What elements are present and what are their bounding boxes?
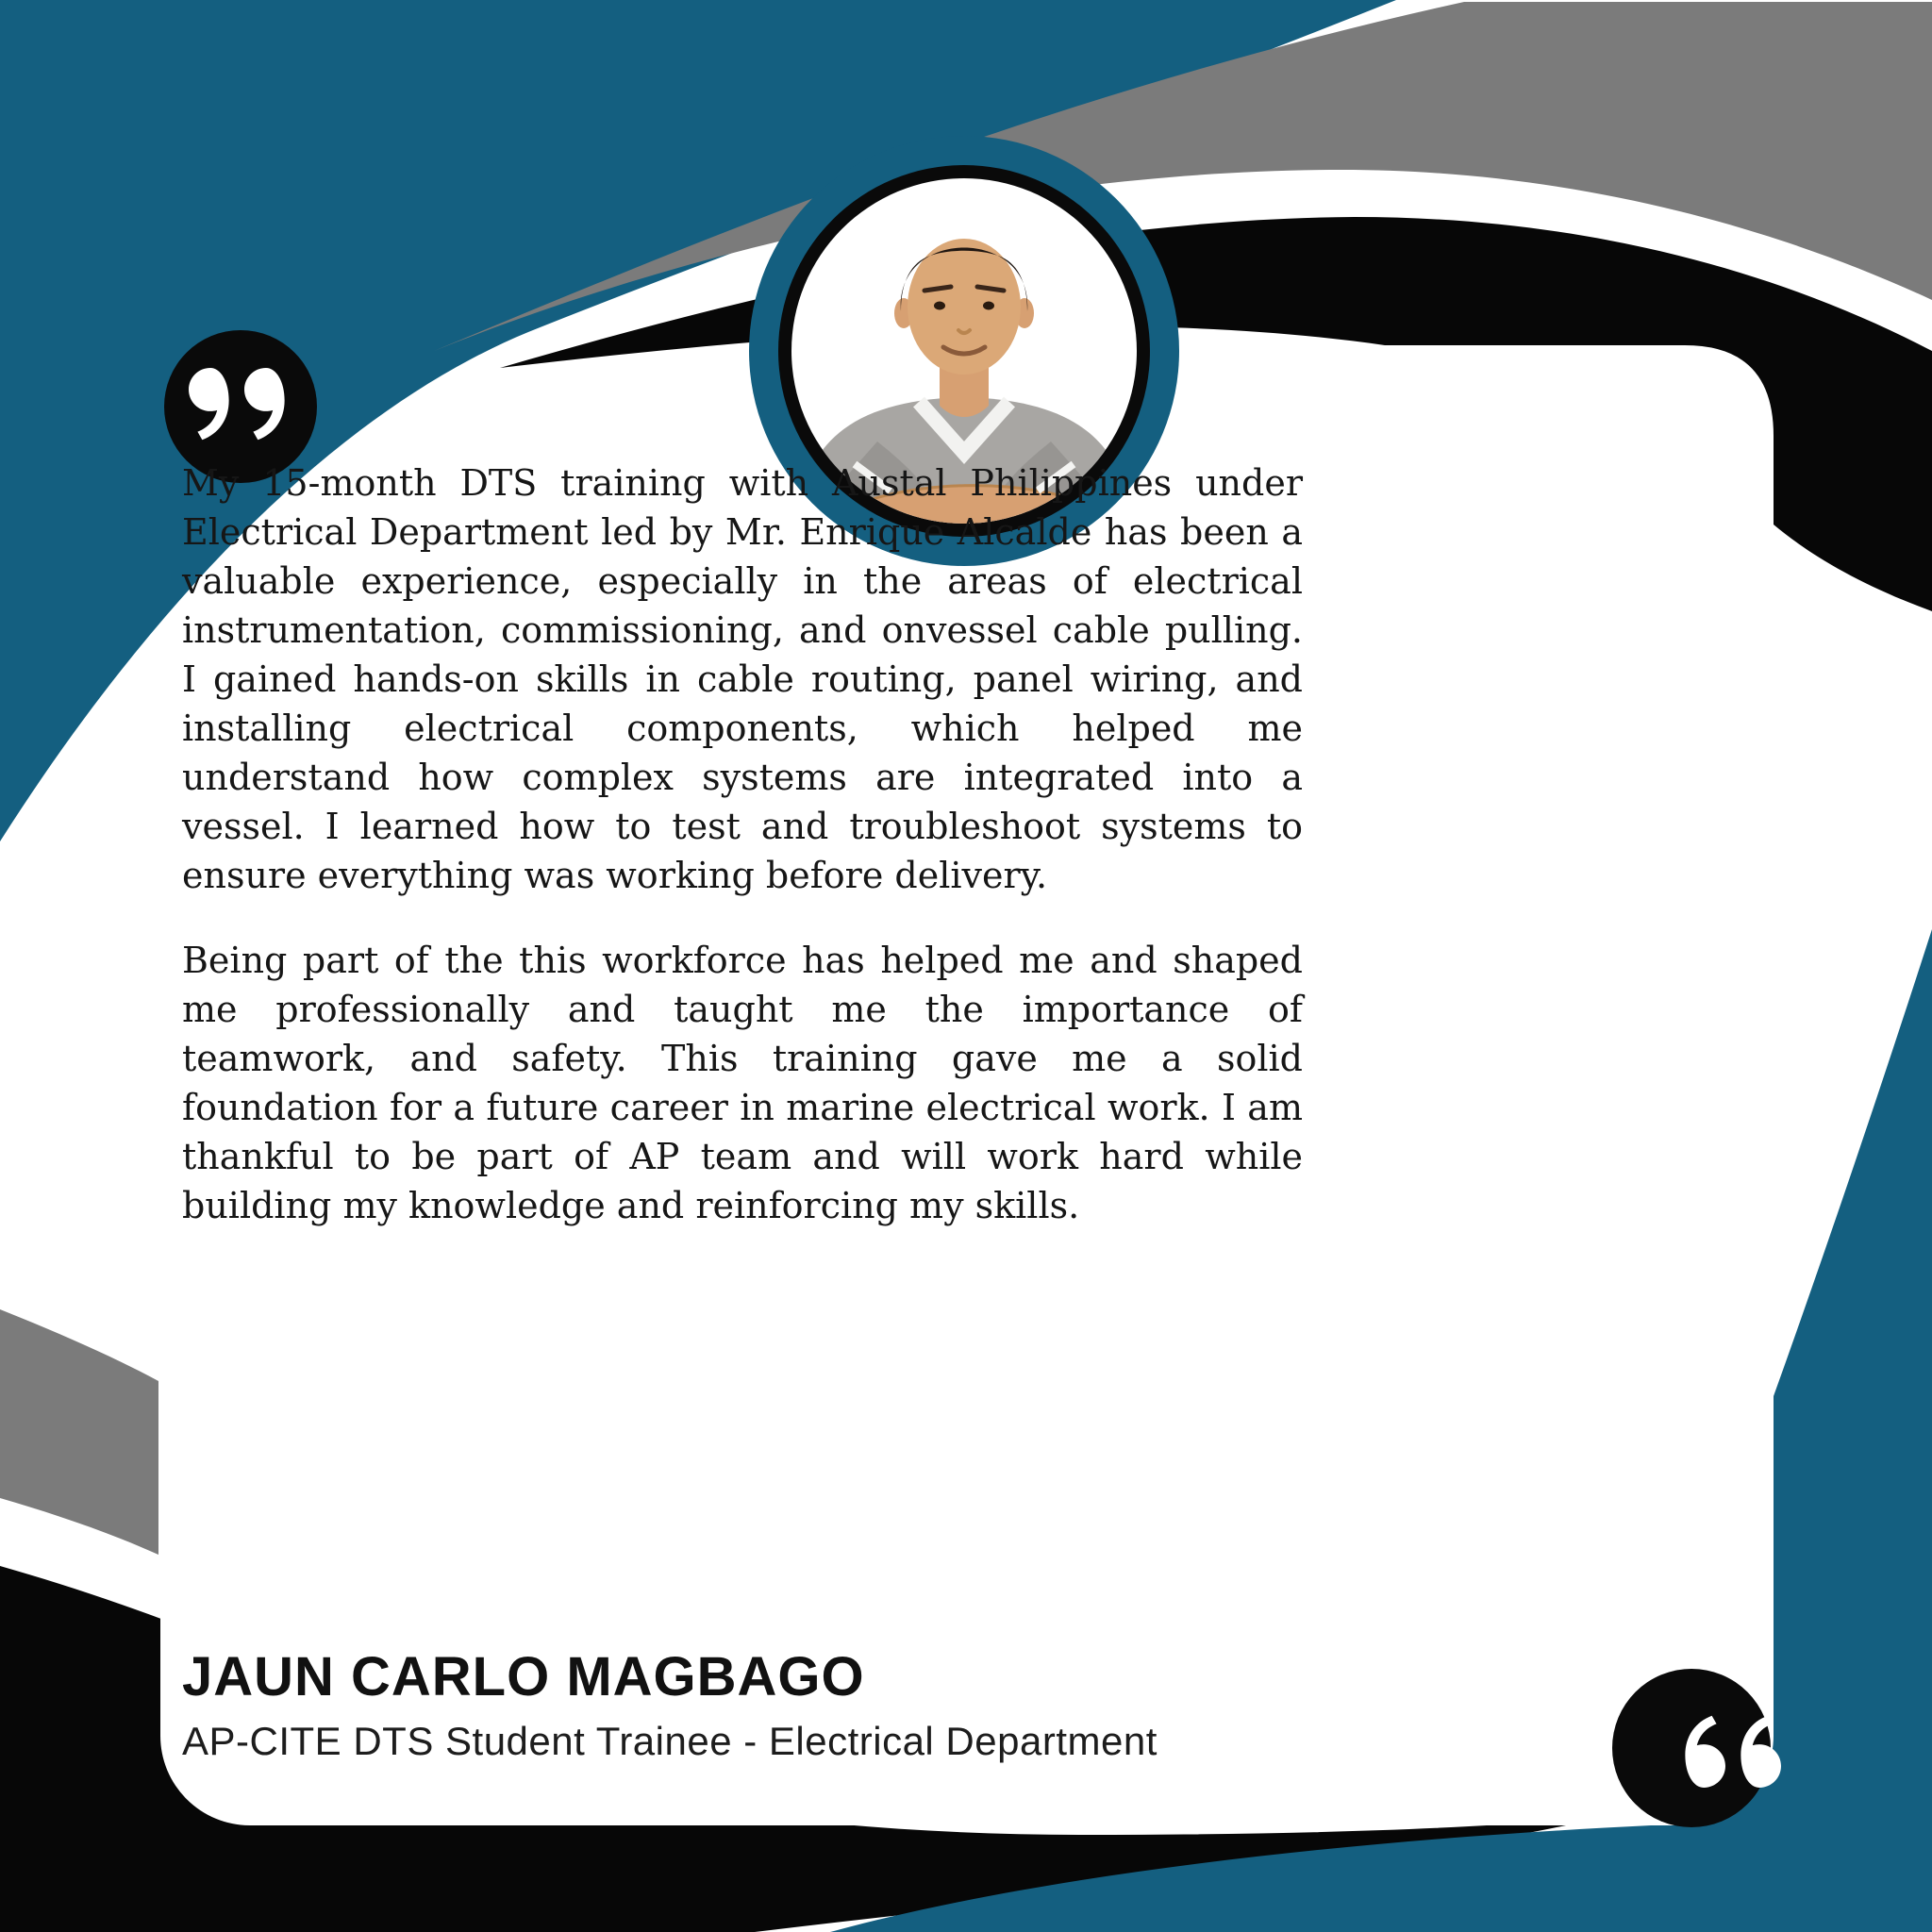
testimonial-paragraph-2: Being part of the this workforce has helped me and shaped me professionally and taught me the importance of teamwork, and safety. This training gave me a solid foundation for a future career in marine electrical work. I am thankful to be part of AP team and will work hard while building my knowledge and reinforcing my skills. [182, 940, 1303, 1226]
author-title: AP-CITE DTS Student Trainee - Electrical Department [182, 1719, 1158, 1763]
left-eye [934, 302, 945, 310]
right-eye [983, 302, 994, 310]
testimonial-paragraph-1: My 15-month DTS training with Austal Philippines under Electrical Department led by Mr. Enrique Alcalde has been a valuable experience, especially in the areas of electrical instrumentation, commissioning, and onvessel cable pulling. I gained hands-on skills in cable routing, panel wiring, and installing electrical components, which helped me understand how complex systems are integrated into a vessel. I learned how to test and troubleshoot systems to ensure everything was working before delivery. [182, 462, 1303, 896]
author-name: JAUN CARLO MAGBAGO [182, 1646, 865, 1707]
